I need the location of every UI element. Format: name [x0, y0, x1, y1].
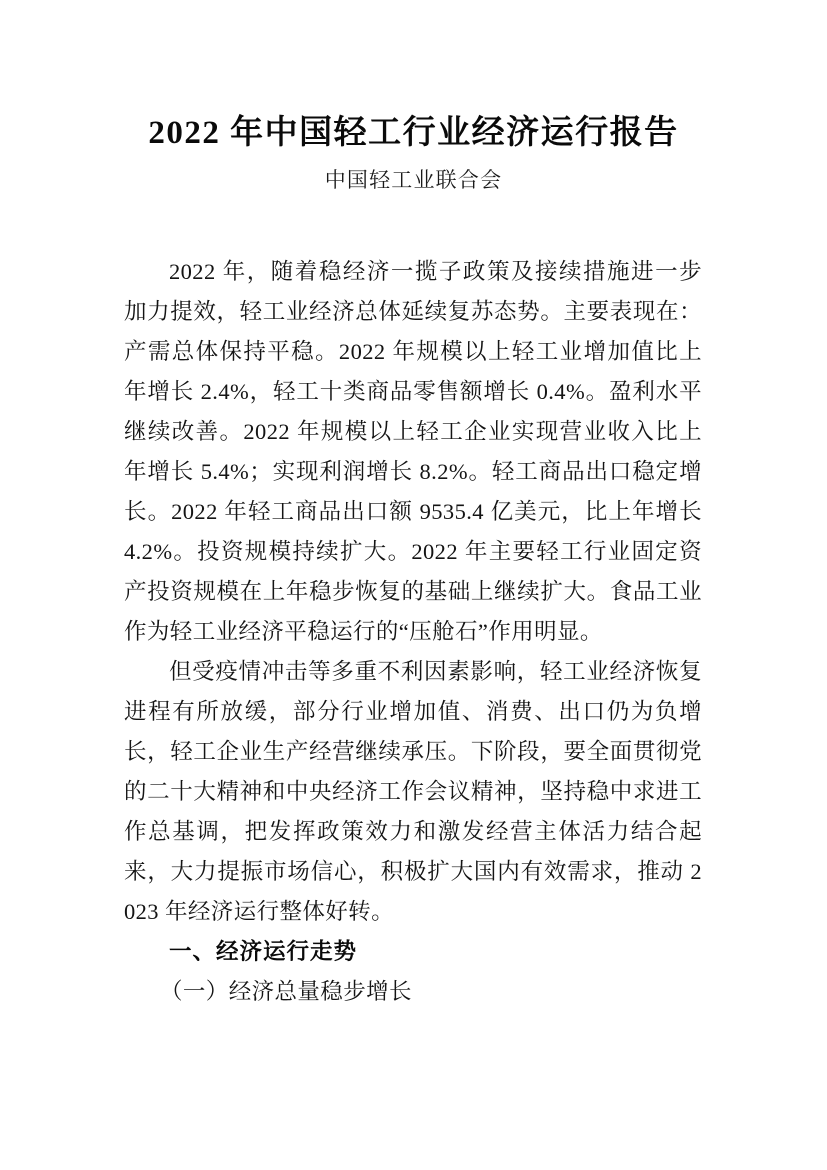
- subsection-heading-steady-growth: （一）经济总量稳步增长: [160, 979, 412, 1004]
- section-heading-economic-trends: 一、经济运行走势: [169, 939, 358, 964]
- page-title: 2022 年中国轻工行业经济运行报告: [148, 115, 679, 152]
- document-body: [124, 252, 702, 1012]
- body-paragraph-1: 2022 年，随着稳经济一揽子政策及接续措施进一步加力提效，轻工业经济总体延续复苏态势。主要表现在：产需总体保持平稳。2022 年规模以上轻工业增加值比上年增长 2.4%，轻工十类商品零售额增长 0.4%。盈利水平继续改善。2022 年规模以上轻工企业实现营业收入比上年增长 5.4%；实现利润增长 8.2%。轻工商品出口稳定增长。2022 年轻工商品出口额 9535.4 亿美元，比上年增长 4.2%。投资规模持续扩大。2022 年主要轻工行业固定资产投资规模在上年稳步恢复的基础上继续扩大。食品工业作为轻工业经济平稳运行的“压舱石”作用明显。: [124, 259, 702, 644]
- body-paragraph-2: 但受疫情冲击等多重不利因素影响，轻工业经济恢复进程有所放缓，部分行业增加值、消费、出口仍为负增长，轻工企业生产经营继续承压。下阶段，要全面贯彻党的二十大精神和中央经济工作会议精神，坚持稳中求进工作总基调，把发挥政策效力和激发经营主体活力结合起来，大力提振市场信心，积极扩大国内有效需求，推动 2023 年经济运行整体好转。: [124, 659, 702, 924]
- document-author: 中国轻工业联合会: [324, 168, 503, 192]
